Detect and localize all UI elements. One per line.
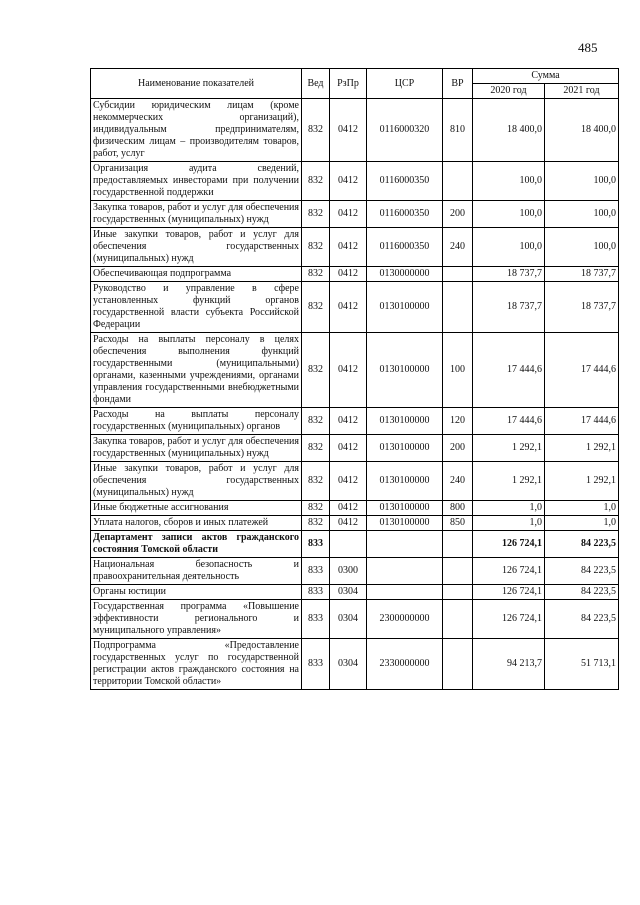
table-row [91,585,619,600]
row-sum-2021: 18 737,7 [545,267,619,282]
row-sum-2021: 1,0 [545,516,619,531]
row-rzpr: 0300 [330,558,367,585]
row-sum-2020: 126 724,1 [473,531,545,558]
table-row [91,600,619,639]
row-name: Органы юстиции [91,585,302,600]
row-sum-2021: 18 400,0 [545,99,619,162]
row-sum-2020: 94 213,7 [473,639,545,690]
row-sum-2020: 1,0 [473,516,545,531]
row-sum-2021: 84 223,5 [545,600,619,639]
row-sum-2020: 18 400,0 [473,99,545,162]
row-vr: 810 [443,99,473,162]
row-sum-2021: 1 292,1 [545,462,619,501]
table-row [91,462,619,501]
row-rzpr [330,531,367,558]
row-csr: 0130100000 [367,501,443,516]
row-sum-2020: 100,0 [473,201,545,228]
row-sum-2020: 18 737,7 [473,267,545,282]
row-rzpr: 0412 [330,462,367,501]
row-rzpr: 0412 [330,333,367,408]
row-name: Закупка товаров, работ и услуг для обеспечения государственных (муниципальных) нужд [91,435,302,462]
row-ved: 833 [302,600,330,639]
row-name: Расходы на выплаты персоналу государственных (муниципальных) органов [91,408,302,435]
row-ved: 833 [302,558,330,585]
row-sum-2020: 18 737,7 [473,282,545,333]
row-sum-2021: 84 223,5 [545,531,619,558]
row-csr: 0116000320 [367,99,443,162]
row-vr [443,600,473,639]
row-vr: 240 [443,228,473,267]
header-rzpr: РзПр [330,69,367,99]
row-sum-2020: 126 724,1 [473,600,545,639]
row-ved: 832 [302,501,330,516]
table-row [91,501,619,516]
row-vr: 800 [443,501,473,516]
row-sum-2021: 17 444,6 [545,408,619,435]
table-row [91,282,619,333]
row-csr: 0130000000 [367,267,443,282]
row-sum-2021: 84 223,5 [545,558,619,585]
row-name: Иные бюджетные ассигнования [91,501,302,516]
row-rzpr: 0412 [330,99,367,162]
row-rzpr: 0412 [330,501,367,516]
row-ved: 832 [302,435,330,462]
row-ved: 833 [302,531,330,558]
row-rzpr: 0304 [330,639,367,690]
row-vr [443,585,473,600]
row-name: Организация аудита сведений, предоставляемых инвесторами при получении государственной поддержки [91,162,302,201]
table-row [91,516,619,531]
row-sum-2021: 1 292,1 [545,435,619,462]
row-ved: 832 [302,516,330,531]
row-csr: 2300000000 [367,600,443,639]
row-ved: 832 [302,228,330,267]
row-ved: 832 [302,99,330,162]
row-ved: 832 [302,201,330,228]
row-ved: 832 [302,333,330,408]
row-sum-2021: 84 223,5 [545,585,619,600]
row-rzpr: 0412 [330,516,367,531]
row-csr [367,531,443,558]
row-sum-2021: 100,0 [545,162,619,201]
row-vr [443,282,473,333]
row-rzpr: 0412 [330,267,367,282]
table-row [91,435,619,462]
row-name: Руководство и управление в сфере установленных функций органов государственной власти субъекта Российской Федерации [91,282,302,333]
row-name: Закупка товаров, работ и услуг для обеспечения государственных (муниципальных) нужд [91,201,302,228]
header-sum: Сумма [473,69,619,84]
row-name: Государственная программа «Повышение эффективности регионального и муниципального управления» [91,600,302,639]
row-sum-2020: 17 444,6 [473,408,545,435]
row-csr [367,585,443,600]
row-vr [443,558,473,585]
table-row [91,333,619,408]
row-csr: 0116000350 [367,162,443,201]
row-csr: 0130100000 [367,333,443,408]
header-csr: ЦСР [367,69,443,99]
table-row [91,162,619,201]
row-csr: 0116000350 [367,201,443,228]
row-name: Иные закупки товаров, работ и услуг для обеспечения государственных (муниципальных) нужд [91,462,302,501]
header-ved: Вед [302,69,330,99]
row-ved: 832 [302,162,330,201]
row-sum-2020: 1 292,1 [473,462,545,501]
table-row [91,267,619,282]
row-rzpr: 0412 [330,282,367,333]
header-year-2021: 2021 год [545,84,619,99]
page-number: 485 [578,40,598,55]
row-name: Уплата налогов, сборов и иных платежей [91,516,302,531]
row-name: Иные закупки товаров, работ и услуг для обеспечения государственных (муниципальных) нужд [91,228,302,267]
table-row [91,531,619,558]
row-csr: 0130100000 [367,435,443,462]
row-rzpr: 0304 [330,585,367,600]
table-row [91,639,619,690]
row-csr: 0130100000 [367,516,443,531]
row-sum-2021: 17 444,6 [545,333,619,408]
row-ved: 832 [302,282,330,333]
table-row [91,99,619,162]
row-sum-2021: 100,0 [545,228,619,267]
budget-table [90,68,619,690]
row-name: Национальная безопасность и правоохранительная деятельность [91,558,302,585]
row-csr: 0130100000 [367,408,443,435]
row-vr: 200 [443,435,473,462]
table-row [91,228,619,267]
row-sum-2021: 18 737,7 [545,282,619,333]
table-row [91,201,619,228]
row-ved: 832 [302,462,330,501]
row-sum-2020: 126 724,1 [473,585,545,600]
table-row [91,558,619,585]
row-csr: 0130100000 [367,462,443,501]
row-sum-2021: 51 713,1 [545,639,619,690]
row-vr [443,531,473,558]
row-vr [443,162,473,201]
row-vr: 850 [443,516,473,531]
row-vr: 200 [443,201,473,228]
row-csr: 0116000350 [367,228,443,267]
row-rzpr: 0412 [330,228,367,267]
row-csr [367,558,443,585]
row-ved: 832 [302,267,330,282]
row-rzpr: 0412 [330,201,367,228]
row-rzpr: 0304 [330,600,367,639]
row-sum-2020: 1,0 [473,501,545,516]
row-name: Обеспечивающая подпрограмма [91,267,302,282]
row-ved: 832 [302,408,330,435]
row-csr: 0130100000 [367,282,443,333]
row-sum-2020: 17 444,6 [473,333,545,408]
header-year-2020: 2020 год [473,84,545,99]
row-ved: 833 [302,639,330,690]
row-vr: 240 [443,462,473,501]
row-rzpr: 0412 [330,435,367,462]
table-row [91,408,619,435]
row-name: Подпрограмма «Предоставление государственных услуг по государственной регистрации актов гражданского состояния на территории Томской области» [91,639,302,690]
row-name: Субсидии юридическим лицам (кроме некоммерческих организаций), индивидуальным предпринимателям, физическим лицам – производителям товаров, работ, услуг [91,99,302,162]
row-csr: 2330000000 [367,639,443,690]
row-sum-2020: 100,0 [473,162,545,201]
row-rzpr: 0412 [330,162,367,201]
row-vr [443,267,473,282]
header-name: Наименование показателей [91,69,302,99]
row-name: Расходы на выплаты персоналу в целях обеспечения выполнения функций государственными (муниципальными) органами, казенными учреждениями, органами управления государственными внебюджетными фондами [91,333,302,408]
row-sum-2020: 126 724,1 [473,558,545,585]
row-sum-2021: 100,0 [545,201,619,228]
row-sum-2020: 100,0 [473,228,545,267]
header-vr: ВР [443,69,473,99]
row-sum-2020: 1 292,1 [473,435,545,462]
row-vr: 100 [443,333,473,408]
row-vr: 120 [443,408,473,435]
row-ved: 833 [302,585,330,600]
row-rzpr: 0412 [330,408,367,435]
row-sum-2021: 1,0 [545,501,619,516]
row-vr [443,639,473,690]
row-name: Департамент записи актов гражданского состояния Томской области [91,531,302,558]
